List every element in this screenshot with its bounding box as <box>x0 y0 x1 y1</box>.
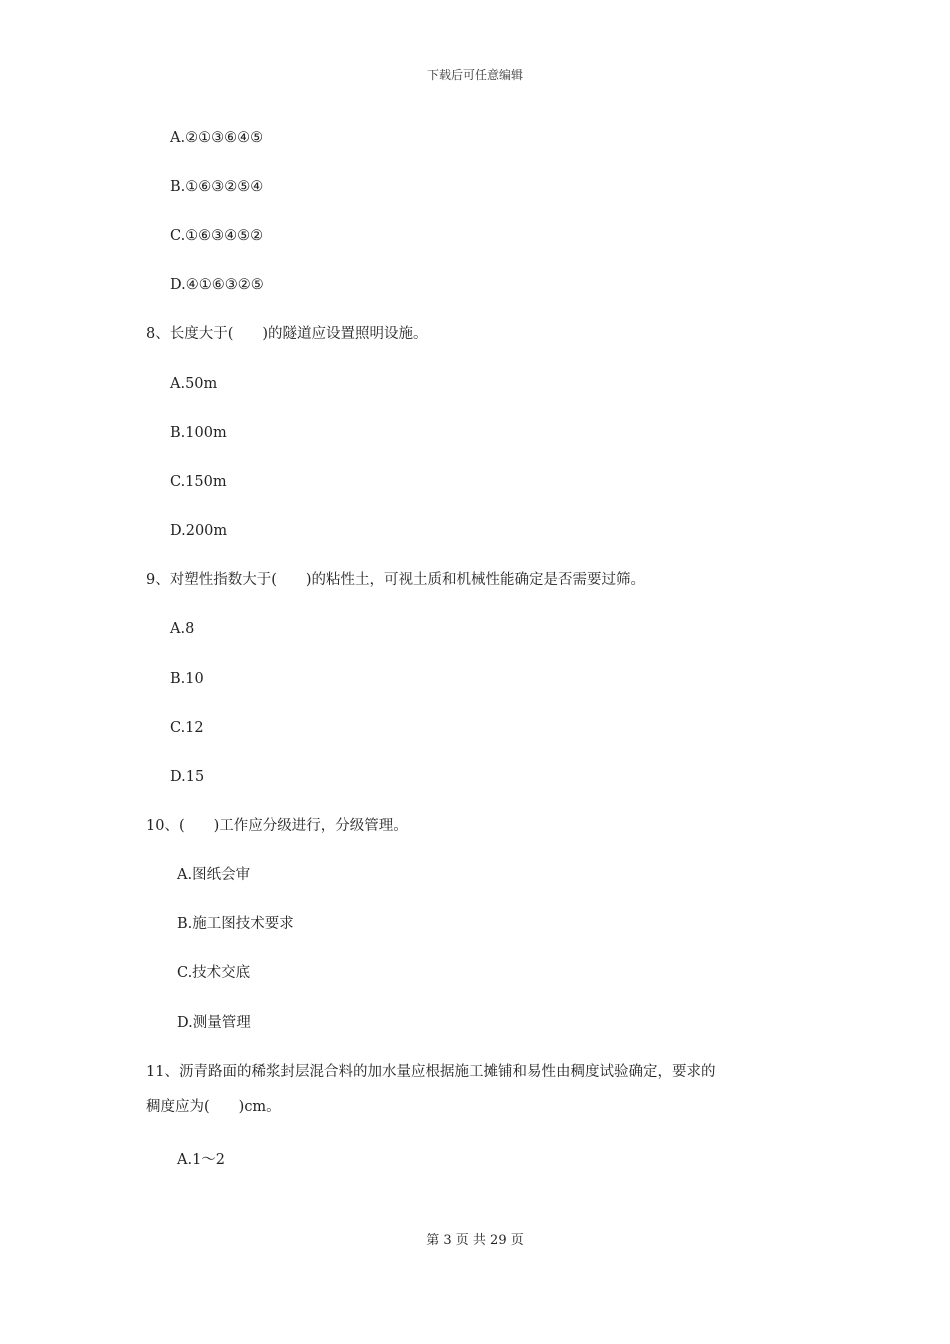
q8-option-a: A.50m <box>170 376 218 392</box>
q11-option-a: A.1～2 <box>177 1152 226 1168</box>
question-11-line-2: 稠度应为( )cm。 <box>146 1099 281 1115</box>
option-d: D.④①⑥③②⑤ <box>170 277 264 293</box>
question-9: 9、对塑性指数大于( )的粘性土，可视土质和机械性能确定是否需要过筛。 <box>146 572 646 588</box>
q10-option-c: C.技术交底 <box>177 965 251 981</box>
q8-option-b: B.100m <box>170 425 227 441</box>
option-b: B.①⑥③②⑤④ <box>170 179 264 195</box>
q8-option-c: C.150m <box>170 474 227 490</box>
question-11-line-1: 11、沥青路面的稀浆封层混合料的加水量应根据施工摊铺和易性由稠度试验确定，要求的 <box>146 1064 716 1080</box>
q9-option-c: C.12 <box>170 720 204 736</box>
q9-option-b: B.10 <box>170 671 204 687</box>
q9-option-d: D.15 <box>170 769 205 785</box>
q10-option-b: B.施工图技术要求 <box>177 916 294 932</box>
option-a: A.②①③⑥④⑤ <box>170 130 264 146</box>
option-c: C.①⑥③④⑤② <box>170 228 264 244</box>
q8-option-d: D.200m <box>170 523 228 539</box>
page-footer: 第 3 页 共 29 页 <box>426 1233 524 1248</box>
q10-option-d: D.测量管理 <box>177 1015 251 1031</box>
page-header: 下载后可任意编辑 <box>426 68 523 82</box>
question-10: 10、( )工作应分级进行，分级管理。 <box>146 818 408 834</box>
q10-option-a: A.图纸会审 <box>177 867 251 883</box>
question-8: 8、长度大于( )的隧道应设置照明设施。 <box>146 326 428 342</box>
q9-option-a: A.8 <box>170 621 195 637</box>
